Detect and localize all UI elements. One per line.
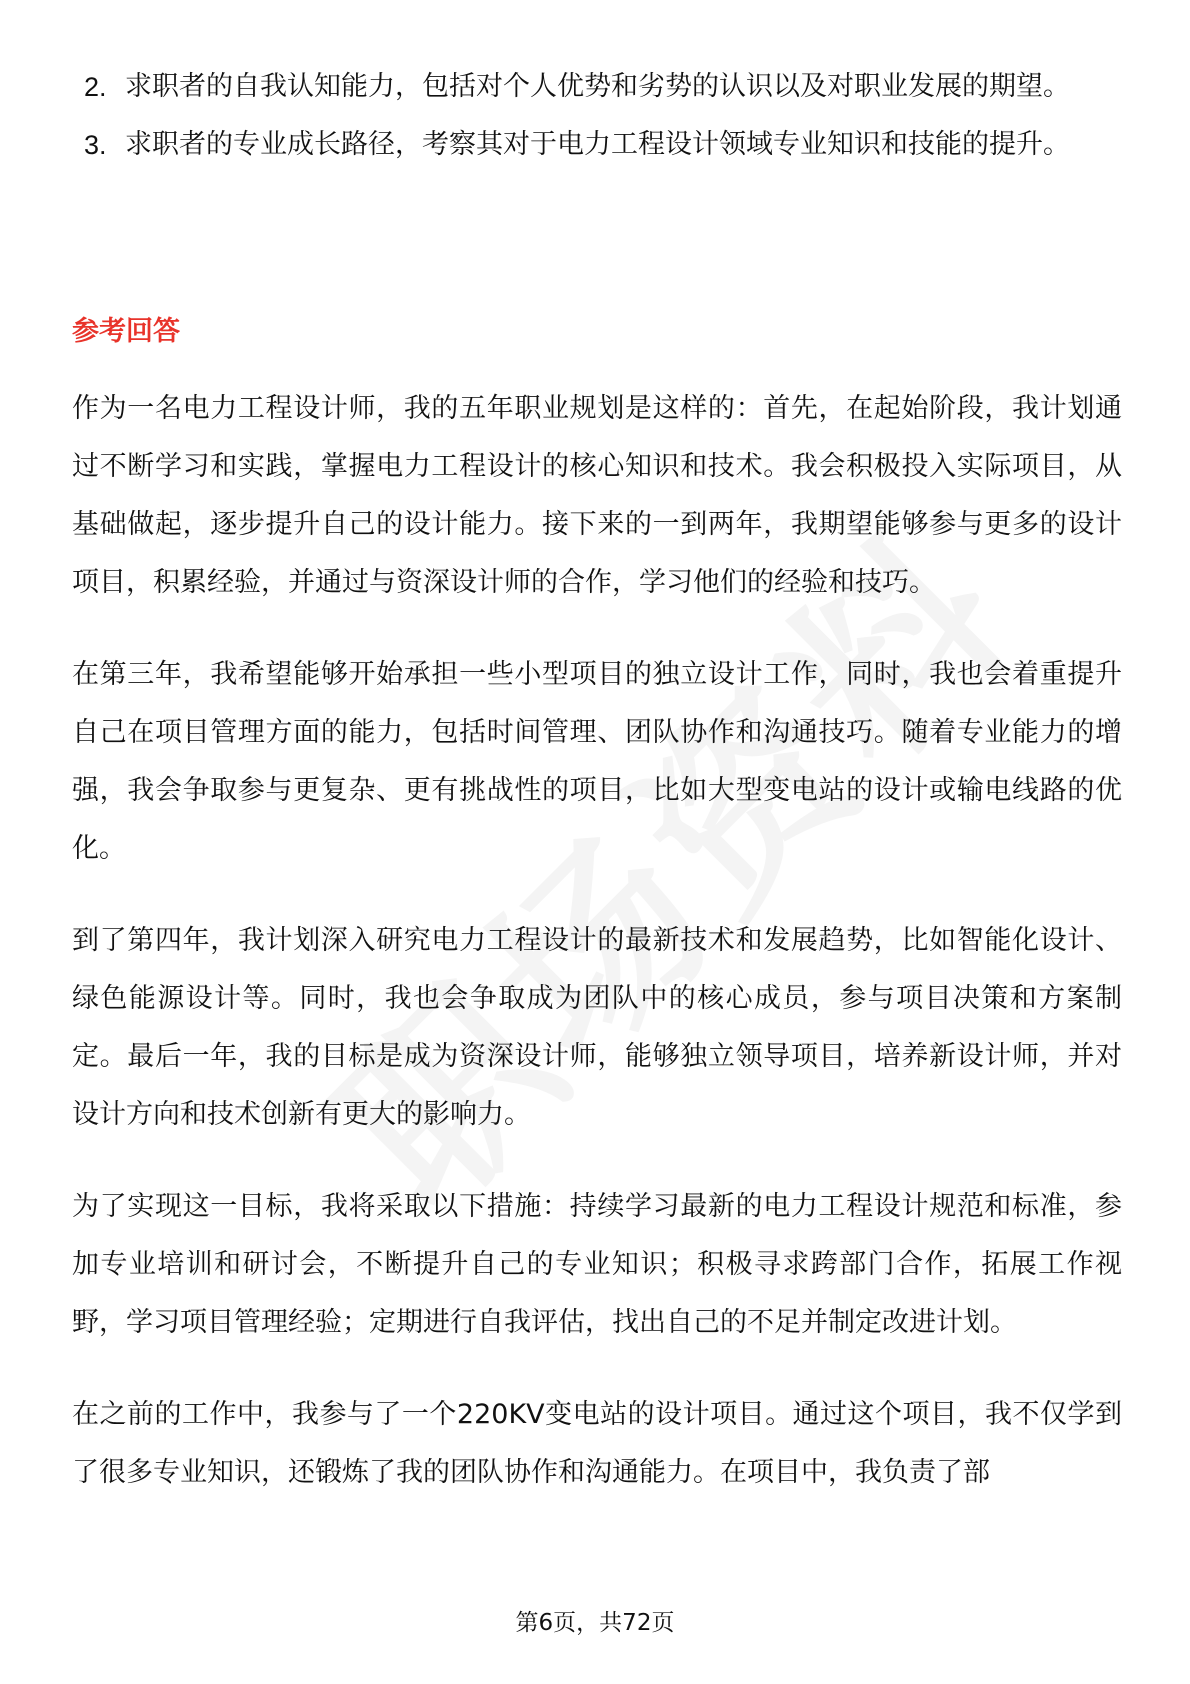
answer-content: [72, 380, 1122, 1536]
paragraph: 到了第四年，我计划深入研究电力工程设计的最新技术和发展趋势，比如智能化设计、绿色能源设计等。同时，我也会争取成为团队中的核心成员，参与项目决策和方案制定。最后一年，我的目标是成为资深设计师，能够独立领导项目，培养新设计师，并对设计方向和技术创新有更大的影响力。: [72, 925, 1122, 1130]
list-item-number: 3.: [84, 130, 107, 160]
page-footer: 第6页，共72页: [515, 1610, 675, 1636]
numbered-list: [0, 58, 1190, 174]
list-item: [0, 116, 1190, 174]
paragraph: 在之前的工作中，我参与了一个220KV变电站的设计项目。通过这个项目，我不仅学到了很多专业知识，还锻炼了我的团队协作和沟通能力。在项目中，我负责了部: [72, 1399, 1122, 1488]
list-item-text: 求职者的自我认知能力，包括对个人优势和劣势的认识以及对职业发展的期望。: [125, 71, 1070, 102]
paragraph: 在第三年，我希望能够开始承担一些小型项目的独立设计工作，同时，我也会着重提升自己在项目管理方面的能力，包括时间管理、团队协作和沟通技巧。随着专业能力的增强，我会争取参与更复杂、更有挑战性的项目，比如大型变电站的设计或输电线路的优化。: [72, 659, 1122, 864]
list-item: [0, 58, 1190, 116]
paragraph: 为了实现这一目标，我将采取以下措施：持续学习最新的电力工程设计规范和标准，参加专业培训和研讨会，不断提升自己的专业知识；积极寻求跨部门合作，拓展工作视野，学习项目管理经验；定期进行自我评估，找出自己的不足并制定改进计划。: [72, 1191, 1122, 1338]
list-item-text: 求职者的专业成长路径，考察其对于电力工程设计领域专业知识和技能的提升。: [125, 129, 1070, 160]
paragraph: 作为一名电力工程设计师，我的五年职业规划是这样的：首先，在起始阶段，我计划通过不断学习和实践，掌握电力工程设计的核心知识和技术。我会积极投入实际项目，从基础做起，逐步提升自己的设计能力。接下来的一到两年，我期望能够参与更多的设计项目，积累经验，并通过与资深设计师的合作，学习他们的经验和技巧。: [72, 393, 1122, 598]
list-item-number: 2.: [84, 72, 107, 102]
section-title: 参考回答: [72, 316, 180, 347]
